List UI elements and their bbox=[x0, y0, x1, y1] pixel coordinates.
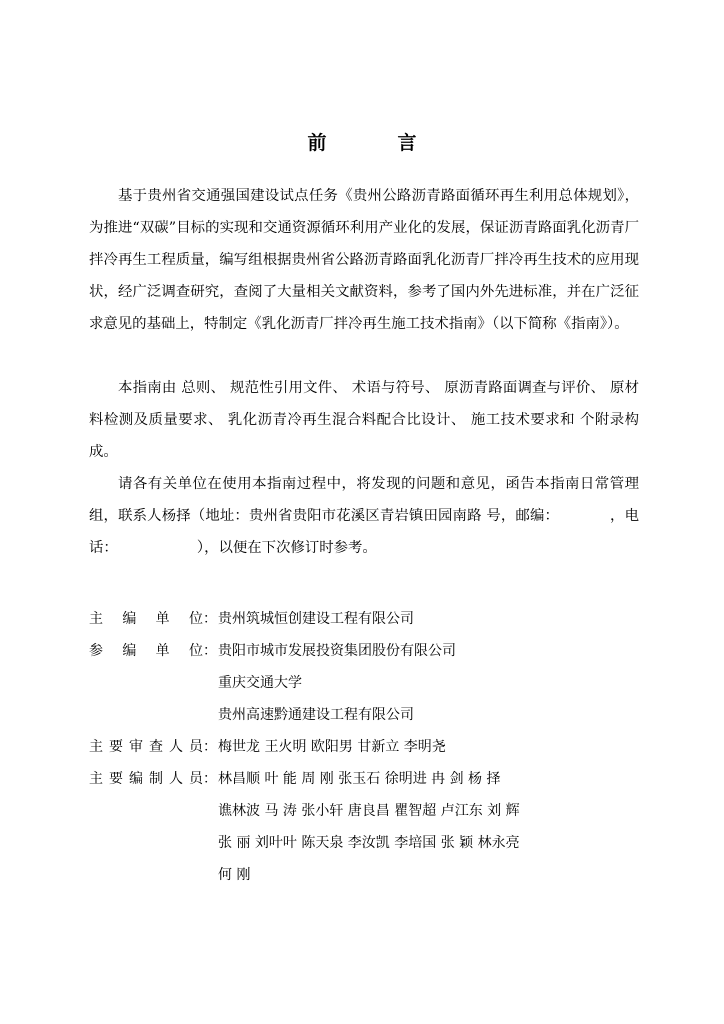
participants-label: 参 编 单 位： bbox=[89, 643, 217, 659]
preface-paragraph-3: 请各有关单位在使用本指南过程中，将发现的问题和意见，函告本指南日常管理组，联系人杨择（地址：贵州省贵阳市花溪区青岩镇田园南路 号，邮编： ，电话： ），以便在下次修订时参考。 bbox=[89, 476, 639, 556]
reviewers-label: 主 要 审 查 人 员： bbox=[89, 739, 217, 755]
page-title: 前 言 bbox=[307, 132, 443, 154]
authors-line: 谯林波 马 涛 张小轩 唐良昌 瞿智超 卢江东 刘 辉 bbox=[218, 803, 520, 819]
participant-unit: 贵阳市城市发展投资集团股份有限公司 bbox=[218, 643, 456, 659]
authors-line: 林昌顺 叶 能 周 刚 张玉石 徐明进 冉 剑 杨 择 bbox=[218, 771, 501, 787]
authors-label: 主 要 编 制 人 员： bbox=[89, 771, 217, 787]
participant-unit: 贵州高速黔通建设工程有限公司 bbox=[218, 707, 414, 723]
chief-editor-label: 主 编 单 位： bbox=[89, 611, 217, 627]
authors-line: 张 丽 刘叶叶 陈天泉 李汝凯 李培国 张 颖 林永亮 bbox=[218, 835, 520, 851]
reviewers-value: 梅世龙 王火明 欧阳男 甘新立 李明尧 bbox=[218, 739, 446, 755]
preface-paragraph-1: 基于贵州省交通强国建设试点任务《贵州公路沥青路面循环再生利用总体规划》，为推进“双碳”目标的实现和交通资源循环利用产业化的发展，保证沥青路面乳化沥青厂拌冷再生工程质量，编写组根据贵州省公路沥青路面乳化沥青厂拌冷再生技术的应用现状，经广泛调查研究，查阅了大量相关文献资料，参考了国内外先进标准，并在广泛征求意见的基础上，特制定《乳化沥青厂拌冷再生施工技术指南》（以下简称《指南》）。 bbox=[89, 188, 639, 332]
participant-unit: 重庆交通大学 bbox=[218, 675, 302, 691]
chief-editor-value: 贵州筑城恒创建设工程有限公司 bbox=[218, 611, 414, 627]
authors-line: 何 刚 bbox=[218, 867, 251, 883]
preface-paragraph-2: 本指南由 总则、 规范性引用文件、 术语与符号、 原沥青路面调查与评价、 原材料检测及质量要求、 乳化沥青冷再生混合料配合比设计、 施工技术要求和 个附录构成。 bbox=[89, 380, 639, 460]
